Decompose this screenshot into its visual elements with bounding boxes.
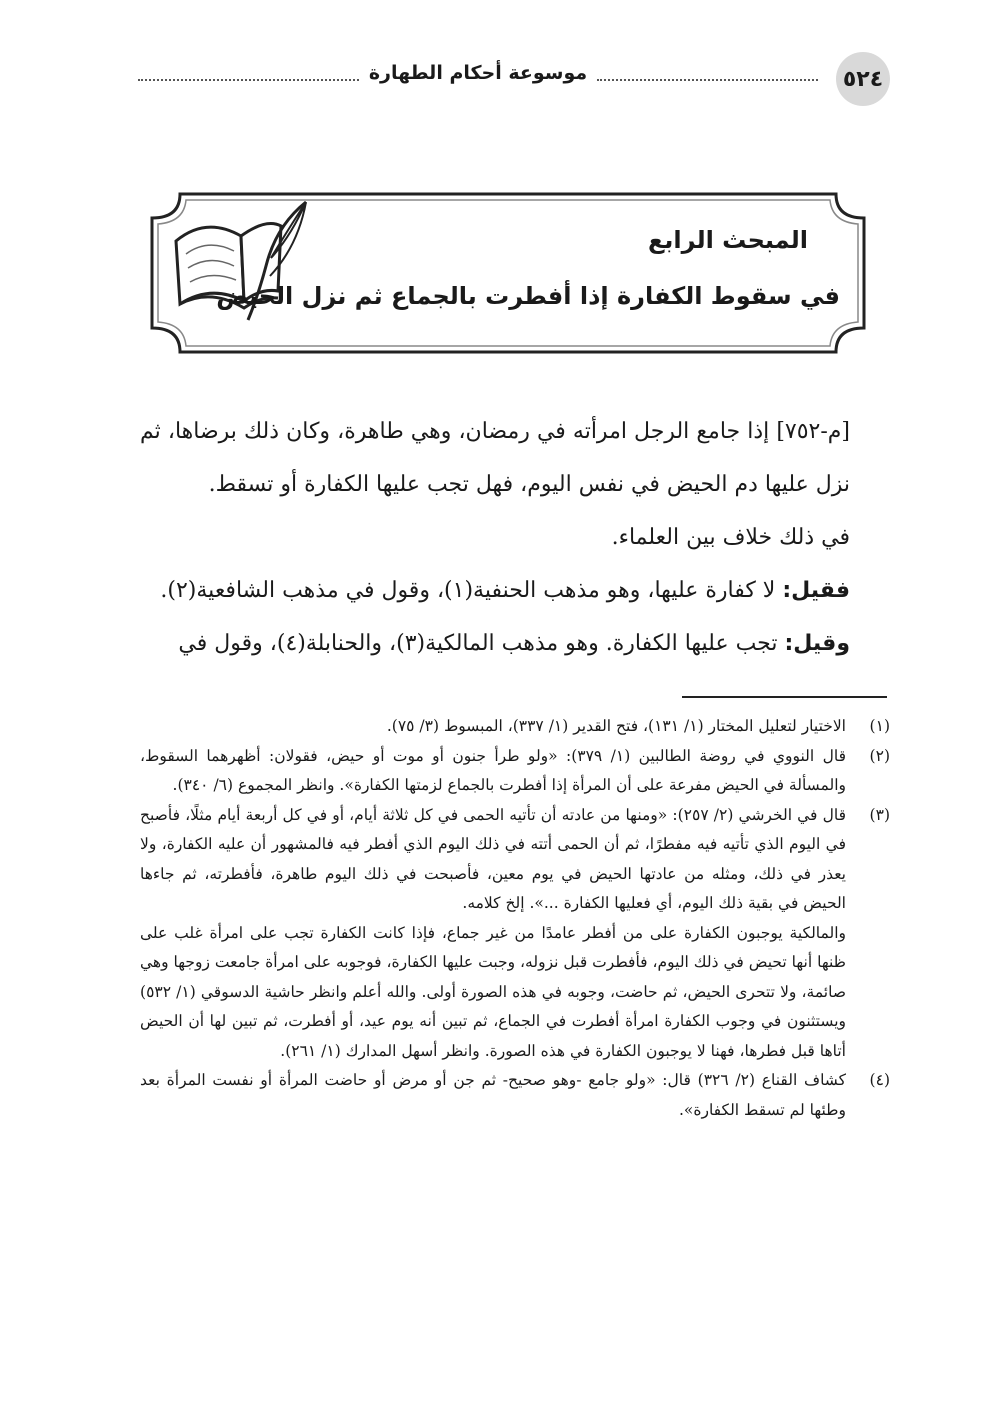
header-dots-left: [138, 65, 359, 81]
chapter-subtitle: في سقوط الكفارة إذا أفطرت بالجماع ثم نزل الحيض: [216, 282, 840, 310]
footnote: [140, 801, 890, 919]
paragraph-issue: [م-٧٥٢] إذا جامع الرجل امرأته في رمضان، وهي طاهرة، وكان ذلك برضاها، ثم نزل عليها دم الحيض في نفس اليوم، فهل تجب عليها الكفارة أو تسقط.: [140, 419, 850, 497]
footnote-number: (١): [869, 717, 890, 735]
footnote-number: [846, 919, 890, 1067]
footnote-separator: [682, 696, 887, 698]
footnote-number: (٢): [869, 746, 890, 765]
paragraph-dispute: في ذلك خلاف بين العلماء.: [611, 525, 850, 550]
footnote: [140, 742, 890, 801]
paragraph-first-opinion: [140, 564, 890, 617]
footnote-text: كشاف القناع (٢/ ٣٢٦) قال: «ولو جامع -وهو صحيح- ثم جن أو مرض أو حاضت المرأة أو نفست المرأة بعد وطئها لم تسقط الكفارة».: [140, 1071, 846, 1119]
header-dots-right: [597, 65, 818, 81]
chapter-title-frame: [148, 190, 868, 356]
footnote-text: والمالكية يوجبون الكفارة على من أفطر عامدًا من غير جماع، فإذا كانت الكفارة تجب على امرأة غلب على ظنها أنها تحيض في ذلك اليوم، فأفطرت قبل نزوله، وجبت عليها الكفارة، فوجوبه على امرأة جامعت زوجها وهي صائمة، ولا تتحرى الحيض، ثم حاضت، وجوبه في هذه الصورة أولى. والله أعلم وانظر حاشية الدسوقي (١/ ٥٣٢) ويستثنون في وجوب الكفارة امرأة أفطرت في الجماع، ثم تبين أنه يوم عيد، أو أفطرت، ثم تبين لها أن الحيض أتاها قبل فطرها، فهنا لا يوجبون الكفارة في هذه الصورة. وانظر أسهل المدارك (١/ ٢٦١).: [140, 923, 846, 1060]
chapter-title: المبحث الرابع: [648, 226, 808, 254]
first-opinion-text: لا كفارة عليها، وهو مذهب الحنفية(١)، وقول في مذهب الشافعية(٢).: [160, 578, 783, 603]
footnote: [140, 712, 890, 742]
first-opinion-label: فقيل:: [782, 578, 850, 603]
page-header: [140, 42, 890, 106]
second-opinion-label: وقيل:: [784, 631, 850, 656]
footnote-text: قال النووي في روضة الطالبين (١/ ٣٧٩): «ولو طرأ جنون أو موت أو حيض، فقولان: أظهرهما السقوط، والمسألة في الحيض مفرعة على أن المرأة إذا أفطرت بالجماع لزمتها الكفارة». وانظر المجموع (٦/ ٣٤٠).: [140, 746, 846, 794]
book-title: موسوعة أحكام الطهارة: [368, 62, 588, 84]
footnote-continuation: [140, 919, 890, 1067]
main-text: [140, 405, 890, 670]
footnote-text: قال في الخرشي (٢/ ٢٥٧): «ومنها من عادته أن تأتيه الحمى في كل ثلاثة أيام، أو في كل أربعة أيام مثلًا، فأصبح في اليوم الذي تأتيه فيه مفطرًا، ثم أن الحمى أتته في ذلك اليوم الذي أفطر فيه فالمشهور أن عليه الكفارة، ولا يعذر في ذلك، ومثله من عادتها الحيض في يوم معين، فأصبحت في ذلك اليوم طاهرة، فأفطرته، ثم جاءها الحيض في بقية ذلك اليوم، أي فعليها الكفارة ...». إلخ كلامه.: [140, 805, 846, 912]
footnote-text: الاختيار لتعليل المختار (١/ ١٣١)، فتح القدير (١/ ٣٣٧)، المبسوط (٣/ ٧٥).: [386, 717, 846, 735]
footnotes: [140, 712, 890, 1125]
paragraph-second-opinion: [140, 617, 890, 670]
page-number: ٥٢٤: [836, 52, 890, 106]
second-opinion-text: تجب عليها الكفارة. وهو مذهب المالكية(٣)، والحنابلة(٤)، وقول في: [178, 631, 785, 656]
footnote-number: (٤): [869, 1071, 890, 1089]
footnote: [140, 1066, 890, 1125]
footnote-number: (٣): [869, 805, 890, 824]
running-header: [138, 62, 828, 84]
